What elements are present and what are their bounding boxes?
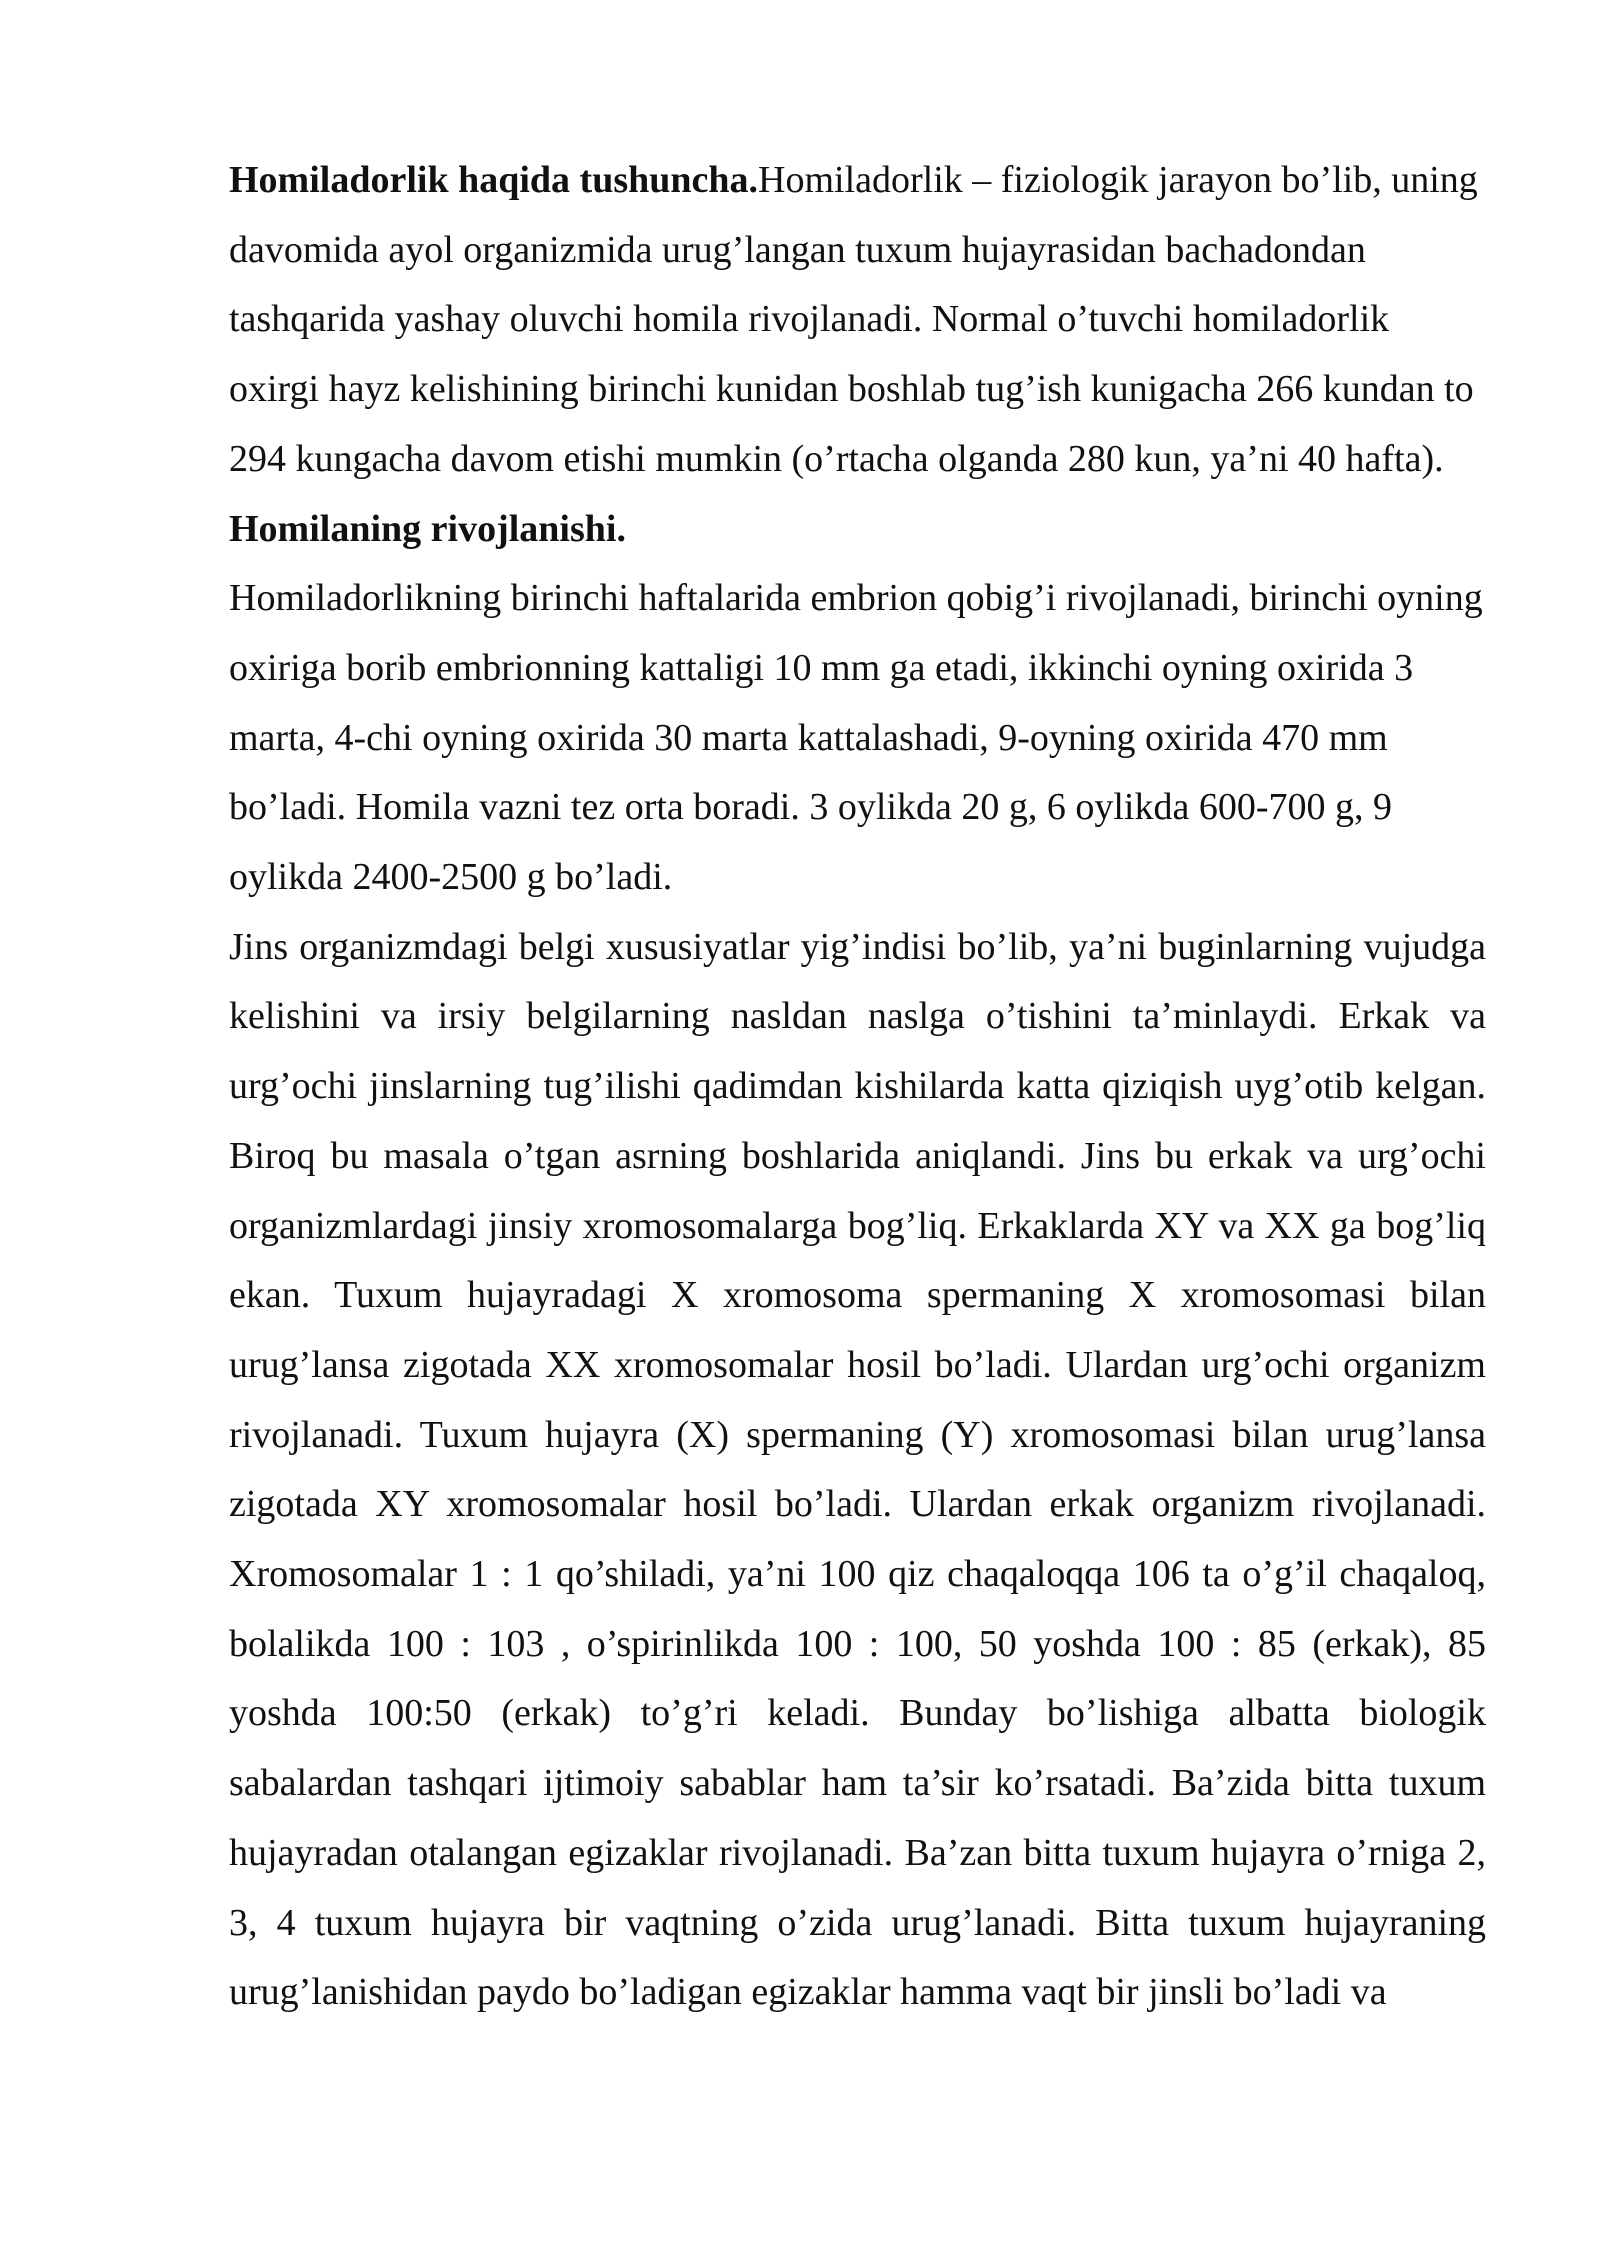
heading-pregnancy-concept: Homiladorlik haqida tushuncha. — [229, 159, 759, 201]
paragraph-pregnancy-text: Homiladorlik – fiziologik jarayon bo’lib, uning davomida ayol organizmida urug’langan tuxum hujayrasidan bachadondan tashqarida yashay oluvchi homila rivojlanadi. Normal o’tuvchi homiladorlik oxirgi hayz kelishining birinchi kunidan boshlab tug’ish kunigacha 266 kundan to 294 kungacha davom etishi mumkin (o’rtacha olganda 280 kun, ya’ni 40 hafta). — [229, 159, 1478, 480]
document-body — [229, 146, 1486, 2028]
paragraph-sex-determination: Jins organizmdagi belgi xususiyatlar yig’indisi bo’lib, ya’ni buginlarning vujudga kelishini va irsiy belgilarning nasldan naslga o’tishini ta’minlaydi. Erkak va urg’ochi jinslarning tug’ilishi qadimdan kishilarda katta qiziqish uyg’otib kelgan. Biroq bu masala o’tgan asrning boshlarida aniqlandi. Jins bu erkak va urg’ochi organizmlardagi jinsiy xromosomalarga bog’liq. Erkaklarda XY va XX ga bog’liq ekan. Tuxum hujayradagi X xromosoma spermaning X xromosomasi bilan urug’lansa zigotada XX xromosomalar hosil bo’ladi. Ulardan urg’ochi organizm rivojlanadi. Tuxum hujayra (X) spermaning (Y) xromosomasi bilan urug’lansa zigotada XY xromosomalar hosil bo’ladi. Ulardan erkak organizm rivojlanadi. Xromosomalar 1 : 1 qo’shiladi, ya’ni 100 qiz chaqaloqqa 106 ta o’g’il chaqaloq, bolalikda 100 : 103 , o’spirinlikda 100 : 100, 50 yoshda 100 : 85 (erkak), 85 yoshda 100:50 (erkak) to’g’ri keladi. Bunday bo’lishiga albatta biologik sabalardan tashqari ijtimoiy sabablar ham ta’sir ko’rsatadi. Ba’zida bitta tuxum hujayradan otalangan egizaklar rivojlanadi. Ba’zan bitta tuxum hujayra o’rniga 2, 3, 4 tuxum hujayra bir vaqtning o’zida urug’lanadi. Bitta tuxum hujayraning urug’lanishidan paydo bo’ladigan egizaklar hamma vaqt bir jinsli bo’ladi va — [229, 925, 1486, 2014]
paragraph-fetal-development: Homiladorlikning birinchi haftalarida embrion qobig’i rivojlanadi, birinchi oyning oxiriga borib embrionning kattaligi 10 mm ga etadi, ikkinchi oyning oxirida 3 marta, 4-chi oyning oxirida 30 marta kattalashadi, 9-oyning oxirida 470 mm bo’ladi. Homila vazni tez orta boradi. 3 oylikda 20 g, 6 oylikda 600-700 g, 9 oylikda 2400-2500 g bo’ladi. — [229, 577, 1483, 899]
paragraph-pregnancy-concept — [229, 146, 1486, 564]
heading-fetal-development: Homilaning rivojlanishi. — [229, 507, 626, 550]
